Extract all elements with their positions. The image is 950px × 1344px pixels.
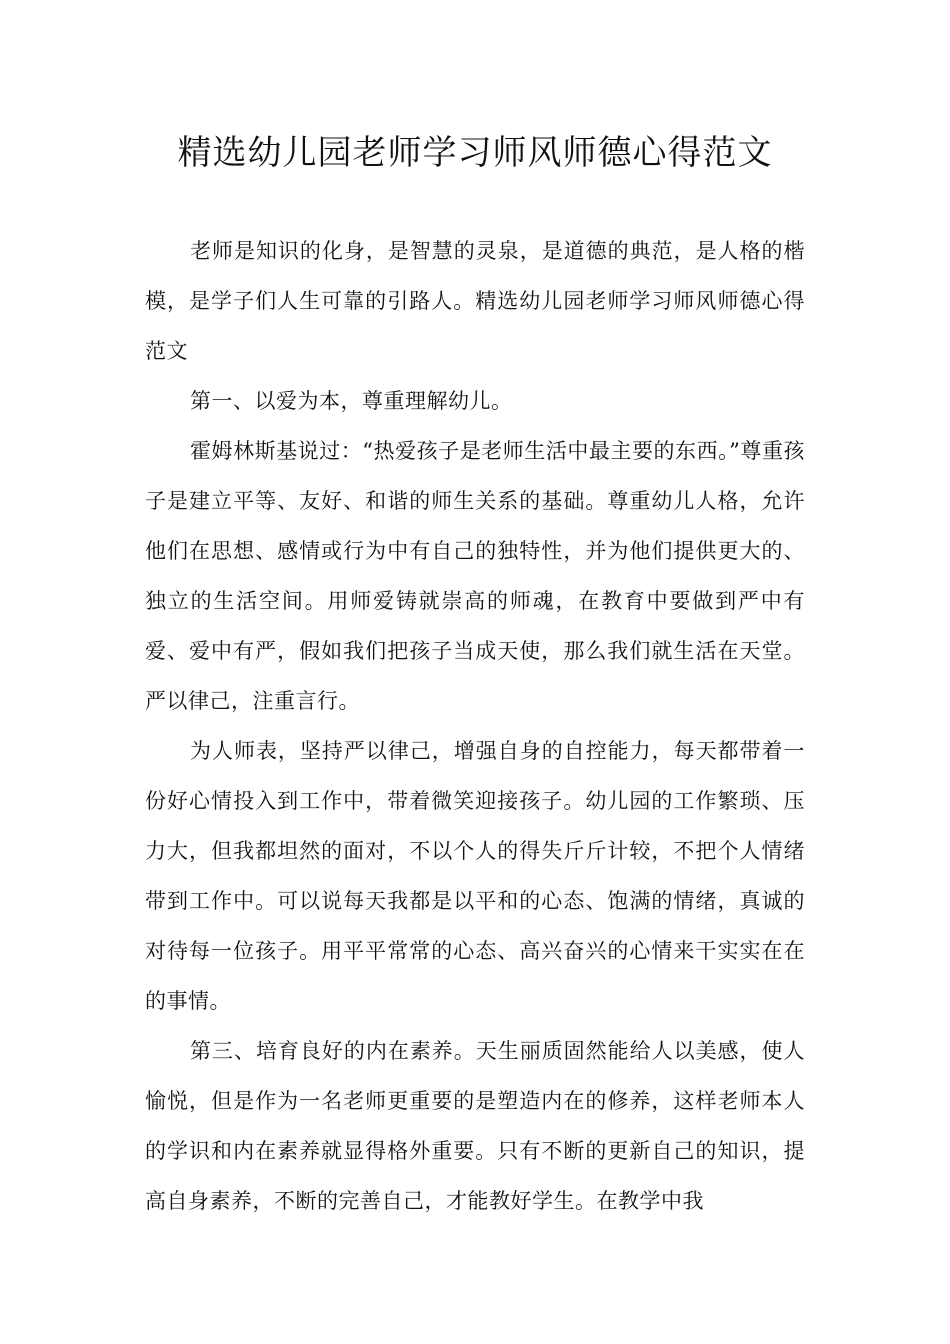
paragraph-intro: 老师是知识的化身，是智慧的灵泉，是道德的典范，是人格的楷模，是学子们人生可靠的引路人。精选幼儿园老师学习师风师德心得范文 <box>145 239 805 363</box>
document-title: 精选幼儿园老师学习师风师德心得范文 <box>177 133 773 173</box>
paragraph-role-model: 为人师表，坚持严以律己，增强自身的自控能力，每天都带着一份好心情投入到工作中，带着微笑迎接孩子。幼儿园的工作繁琐、压力大，但我都坦然的面对，不以个人的得失斤斤计较，不把个人情绪带到工作中。可以说每天我都是以平和的心态、饱满的情绪，真诚的对待每一位孩子。用平平常常的心态、高兴奋兴的心情来干实实在在的事情。 <box>145 739 805 1013</box>
document-body <box>145 226 805 1226</box>
paragraph-section-three: 第三、培育良好的内在素养。天生丽质固然能给人以美感，使人愉悦，但是作为一名老师更重要的是塑造内在的修养，这样老师本人的学识和内在素养就显得格外重要。只有不断的更新自己的知识，提高自身素养，不断的完善自己，才能教好学生。在教学中我 <box>145 1039 805 1213</box>
paragraph-section-one-heading: 第一、以爱为本，尊重理解幼儿。 <box>190 389 513 413</box>
paragraph-respect-children: 霍姆林斯基说过：“热爱孩子是老师生活中最主要的东西。”尊重孩子是建立平等、友好、和谐的师生关系的基础。尊重幼儿人格，允许他们在思想、感情或行为中有自己的独特性，并为他们提供更大的、独立的生活空间。用师爱铸就崇高的师魂，在教育中要做到严中有爱、爱中有严，假如我们把孩子当成天使，那么我们就生活在天堂。 严以律己，注重言行。 <box>145 439 805 713</box>
